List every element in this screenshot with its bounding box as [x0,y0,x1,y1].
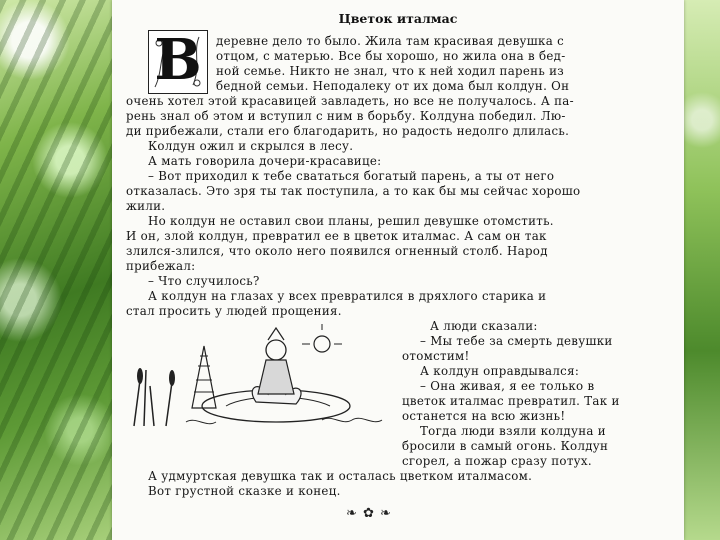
text-line: деревне дело то было. Жила там красивая девушка с [216,34,565,48]
text-line: Колдун ожил и скрылся в лесу. [148,139,354,153]
text-line: бросили в самый огонь. Колдун [402,439,609,453]
text-line: Тогда люди взяли колдуна и [420,424,606,438]
text-line: рень знал об этом и вступил с ним в борьбу. Колдуна победил. Лю- [126,109,566,123]
text-line: – Что случилось? [148,274,260,288]
text-line: отцом, с матерью. Все бы хорошо, но жила она в бед- [216,49,566,63]
text-line: отказалась. Это зря ты так поступила, а то как бы мы сейчас хорошо [126,184,581,198]
text-line: бедной семьи. Неподалеку от их дома был колдун. Он [216,79,570,93]
sorcerer-illustration [126,310,386,428]
text-line: И он, злой колдун, превратил ее в цветок италмас. А сам он так [126,229,547,243]
book-page [112,0,684,540]
text-line: А колдун оправдывался: [420,364,580,378]
closing-ornament: ❧ ✿ ❧ [346,506,392,521]
text-line: А удмуртская девушка так и осталась цветком италмасом. [148,469,533,483]
text-line: жили. [126,199,166,213]
drop-cap-letter: В [154,27,202,93]
text-line: А люди сказали: [430,319,538,333]
text-line: сгорел, а пожар сразу потух. [402,454,592,468]
text-line: ди прибежали, стали его благодарить, но радость недолго длилась. [126,124,570,138]
text-line: очень хотел этой красавицей завладеть, но все не получалось. А па- [126,94,574,108]
text-line: – Вот приходил к тебе свататься богатый парень, а ты от него [148,169,555,183]
text-line: А колдун на глазах у всех превратился в дряхлого старика и [148,289,547,303]
text-line: злился-злился, что около него появился огненный столб. Народ [126,244,548,258]
text-line: А мать говорила дочери-красавице: [148,154,382,168]
drop-cap [148,27,208,94]
text-line: ной семье. Никто не знал, что к ней ходил парень из [216,64,565,78]
text-line: – Она живая, я ее только в [420,379,595,393]
text-line: стал просить у людей прощения. [126,304,342,318]
page-title: Цветок италмас [338,11,458,26]
text-line: останется на всю жизнь! [402,409,566,423]
text-line: цветок италмас превратил. Так и [402,394,620,408]
text-line: – Мы тебе за смерть девушки [420,334,613,348]
foliage-background-left [0,0,112,540]
text-line: отомстим! [402,349,470,363]
text-line: Но колдун не оставил свои планы, решил девушке отомстить. [148,214,554,228]
text-line: прибежал: [126,259,196,273]
text-line: Вот грустной сказке и конец. [148,484,341,498]
foliage-background-right [684,0,720,540]
